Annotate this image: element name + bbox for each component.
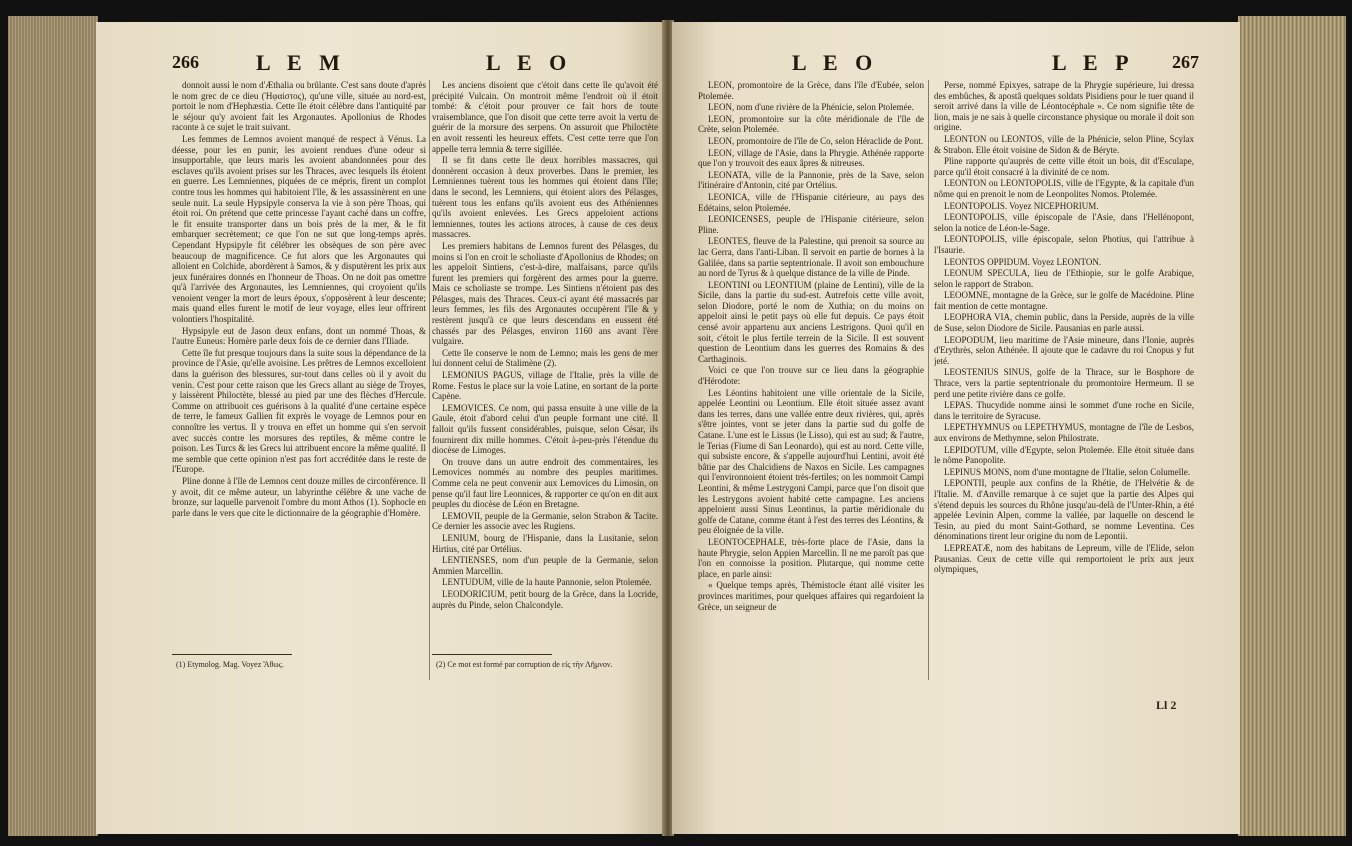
- paragraph: LEMONIUS PAGUS, village de l'Italie, près la ville de Rome. Festus le place sur la voie Latine, en sortant de la porte Capène.: [432, 370, 658, 402]
- running-head-right-2: L E P: [1052, 50, 1135, 75]
- paragraph: Hypsipyle eut de Jason deux enfans, dont un nommé Thoas, & l'autre Euneus: Homère parle deux fois de ce dernier dans l'Iliade.: [172, 325, 426, 347]
- paragraph: LEON, village de l'Asie, dans la Phrygie. Athénée rapporte que l'on y trouvoit des eaux âpres & nitreuses.: [698, 147, 924, 169]
- paragraph: LEODORICIUM, petit bourg de la Grèce, dans la Locride, auprès du Pinde, selon Chalcondyle.: [432, 588, 658, 610]
- paragraph: LENIUM, bourg de l'Hispanie, dans la Lusitanie, selon Hirtius, cité par Ortélius.: [432, 532, 658, 554]
- paragraph: LEPONTII, peuple aux confins de la Rhétie, de l'Helvétie & de l'Italie. M. d'Anville remarque à ce sujet que la partie des Alpes qui s'étend depuis les sources du Rhône jusqu'au-delà de l'Unter-Rhin, a été appelée Levinin Alpen, comme la vallée, par laquelle on descend le Tesin, au pied du mont Saint-Gothard, se nomme Leventina. Ces dénominations tirent leur origine du nom de Lepontii.: [934, 478, 1194, 542]
- paragraph: LEONTOS OPPIDUM. Voyez LEONTON.: [944, 256, 1102, 267]
- paragraph: LEMOVII, peuple de la Germanie, selon Strabon & Tacite. Ce dernier les associe avec les Rugiens.: [432, 510, 658, 532]
- paragraph: LEONTOPOLIS, ville épiscopale de l'Asie, dans l'Hellénopont, selon la notice de Léon-le-Sage.: [934, 212, 1194, 233]
- paragraph: Les anciens disoient que c'étoit dans cette île qu'avoit été précipité Vulcain. On montroit même l'endroit où il étoit tombé: & c'étoit pour prouver ce fait hors de toute vraisemblance, que l'on disoit que cette terre avoit la vertu de guérir de la morsure des serpens. On assuroit que Philoctète en avoit ressenti les heureux effets. C'est cette terre que l'on appelle terra lemnia & terre sigillée.: [432, 80, 658, 154]
- paragraph: LEONATA, ville de la Pannonie, près de la Save, selon l'itinéraire d'Antonin, cité par Ortélius.: [698, 169, 924, 191]
- paragraph: LEOOMNE, montagne de la Grèce, sur le golfe de Macédoine. Pline fait mention de cette montagne.: [934, 290, 1194, 311]
- paragraph: Les premiers habitans de Lemnos furent des Pélasges, du moins si l'on en croit le scholiaste d'Apollonius de Rhodes; on les appeloit Sintiens, c'est-à-dire, malfaisans, parce qu'ils furent les premiers qui forgèrent des armes pour la guerre. Mais ce scholiaste se trompe. Les Sintiens n'étoient pas des Pélasges, mais des Thraces. Ceux-ci ayant été massacrés par leurs femmes, les fils des Argonautes occupèrent l'île & y restèrent jusqu'à ce que leurs descendans en eussent été chassés par des Pélasges, environ 1160 ans avant l'ère vulgaire.: [432, 240, 658, 347]
- paragraph: LEPIDOTUM, ville d'Egypte, selon Ptolemée. Elle étoit située dans le nôme Panopolite.: [934, 444, 1194, 466]
- left-column-2: [432, 80, 658, 648]
- paragraph: Pline donne à l'île de Lemnos cent douze milles de circonférence. Il y avoit, dit ce même auteur, un labyrinthe célèbre & une vache de bronze, sur laquelle parvenoit l'ombre du mont Athos (1). Sophocle en parle dans le vers que cite le dictionnaire de la géographie d'Homère.: [172, 475, 426, 518]
- paragraph: Les Léontins habitoient une ville orientale de la Sicile, appelée Leontini ou Leontium. Elle étoit située assez avant dans les terres, dans une vallée entre deux rivières, qui, après s'être jointes, vont se jeter dans la partie sud du golfe de Catane. L'une est le Lissus (le Lisso), qui est au sud; & l'autre, le Terias (Fiume di San Leonardo), qui est au nord. Cette ville, qui subsiste encore, & s'appelle aujourd'hui Lentini, avoit été bâtie par des Chalcidiens de Naxos en Sicile. Les campagnes qui l'environnoient étoient très-fertiles; on les nommoit Campi Leontini, & même Lestrygoni Campi, parce que l'on disoit que les Lestrygons avoient habité cette campagne. Les anciens appeloient aussi Sinus Leontinus, la partie méridionale du golfe de Catane, comme étant à l'est des terres des Léontins, & peu éloignée de la ville.: [698, 387, 924, 536]
- paragraph: LEOPHORA VIA, chemin public, dans la Perside, auprès de la ville de Suse, selon Diodore de Sicile. Pausanias en parle aussi.: [934, 312, 1194, 334]
- paragraph: LEONTOPOLIS, ville épiscopale, selon Photius, qui l'attribue à l'Isaurie.: [934, 234, 1194, 255]
- page-number-right: 267: [1172, 52, 1199, 72]
- paragraph: LEONTOCEPHALE, très-forte place de l'Asie, dans la haute Phrygie, selon Appien Marcellin. Il ne me paroît pas que l'on en connoisse la position. Plutarque, qui nomme cette place, en parle ainsi:: [698, 536, 924, 579]
- paragraph: LEPETHYMNUS ou LEPETHYMUS, montagne de l'île de Lesbos, aux environs de Methymne, selon Philostrate.: [934, 422, 1194, 443]
- paragraph: Perse, nommé Epixyes, satrape de la Phrygie supérieure, lui dressa des embûches, & apostâ quelques soldats Pisidiens pour le tuer quand il seroit arrivé dans la ville de Léontocéphale ». Ce nom signifie tête de lion, mais je ne sais à quelle circonstance physique ou morale il doit son origine.: [934, 80, 1194, 133]
- footnote-2: (2) Ce mot est formé par corruption de εἰς τὴν Λῆμνον.: [436, 660, 613, 669]
- footnote-1: (1) Etymolog. Mag. Voyez Ἄθως.: [176, 660, 284, 669]
- paragraph: LEONTOPOLIS. Voyez NICEPHORIUM.: [944, 200, 1099, 211]
- paragraph: Il se fit dans cette île deux horribles massacres, qui donnèrent occasion à deux proverbes. Dans le premier, les Lemniennes tuèrent tous les hommes qui étoient dans l'île; dans le second, les Lemniens, qui étoient alors des Pélasges, tuèrent tous les enfans qu'ils avoient eus des Athéniennes qu'ils avoient enlevées. Les Grecs appeloient actions lemniennes, toutes les actions atroces, à cause de ces deux massacres.: [432, 155, 658, 240]
- paragraph: LEONTINI ou LEONTIUM (plaine de Lentini), ville de la Sicile, dans la partie du sud-est. Autrefois cette ville avoit, selon Diodore, porté le nom de Xuthia; on du moins on appeloit ainsi le petit pays où elle fut depuis. Ce pays étoit censé avoir appartenu aux anciens Lestrigons. Quoi qu'il en soit, c'étoit le plus fertile terrein de la Sicile. Il est souvent question de Leontium dans les guerres des Romains & des Carthaginois.: [698, 279, 924, 364]
- paragraph: LEPREATÆ, nom des habitans de Lepreum, ville de l'Elide, selon Pausanias. Ceux de cette ville qui remportoient le prix aux jeux olympiques,: [934, 542, 1194, 575]
- paragraph: Cette île fut presque toujours dans la suite sous la dépendance de la province de l'Asie, qu'elle avoisine. Les prêtres de Lemnos excelloient dans la guérison des blessures, sur-tout dans celles où il y avoit du venin. C'est pour cette raison que les Grecs allant au siège de Troyes, y laissèrent Philoctète, blessé au pied par une des flèches d'Hercule. Comme on attribuoit ces guérisons à la qualité d'une certaine espèce de terre, le fameux Gallien fit exprès le voyage de Lemnos pour en connoître les vertus. Il y trouva en effet un homme qui s'en servoit avec succès contre les morsures des reptiles, & même contre le poison. Les Turcs & les Grecs lui attribuent encore la même qualité. Il me semble que cette opinion n'est pas fort accréditée dans le reste de l'Europe.: [172, 347, 426, 475]
- paragraph: LEONTON ou LEONTOS, ville de la Phénicie, selon Pline, Scylax & Strabon. Elle étoit voisine de Sidon & de Béryte.: [934, 133, 1194, 155]
- paragraph: Voici ce que l'on trouve sur ce lieu dans la géographie d'Hérodote:: [698, 365, 924, 387]
- left-page: [96, 22, 664, 834]
- right-column-2: [934, 80, 1194, 694]
- footnote-rule: [172, 654, 292, 655]
- paragraph: On trouve dans un autre endroit des commentaires, les Lemovices nommés au nombre des peuples maritimes. Comme cela ne peut convenir aux Lemovices du Limosin, on pense qu'il faut lire Leonnices, & rapporter ce qu'on en dit aux peuples du diocèse de Léon en Bretagne.: [432, 456, 658, 510]
- left-page-edges: [8, 16, 98, 836]
- paragraph: LEOSTENIUS SINUS, golfe de la Thrace, sur le Bosphore de Thrace, vers la partie septentrionale du promontoire Hermeum. Il se perd une petite rivière dans ce golfe.: [934, 367, 1194, 399]
- running-head-left-2: L E O: [486, 50, 573, 75]
- column-divider: [928, 80, 929, 680]
- running-head-left-1: L E M: [256, 50, 346, 75]
- paragraph: LEOPODUM, lieu maritime de l'Asie mineure, dans l'Ionie, auprès d'Erythrès, selon Athénée. Il ajoute que le cadavre du roi Cnopus y fut jeté.: [934, 334, 1194, 366]
- paragraph: LEPINUS MONS, nom d'une montagne de l'Italie, selon Columelle.: [944, 466, 1190, 477]
- paragraph: « Quelque temps après, Thémistocle étant allé visiter les provinces maritimes, pour quelques affaires qui regardoient la Grèce, un seigneur de: [698, 580, 924, 612]
- paragraph: Pline rapporte qu'auprès de cette ville étoit un bois, dit d'Esculape, parce qu'il étoit consacré à la divinité de ce nom.: [934, 156, 1194, 177]
- paragraph: donnoit aussi le nom d'Æthalia ou brûlante. C'est sans doute d'après le nom grec de ce dieu (Ἡφαίστος), qu'une ville, située au nord-est, portoit le nom d'Hephæstia. Cette île étoit célèbre dans l'antiquité par le séjour qu'y avoient fait les Argonautes. Apollonius de Rhodes raconte à ce sujet le trait suivant.: [172, 80, 426, 133]
- right-column-1: [698, 80, 924, 694]
- paragraph: LEONICENSES, peuple de l'Hispanie citérieure, selon Pline.: [698, 214, 924, 235]
- page-number-left: 266: [172, 52, 199, 72]
- paragraph: Cette île conserve le nom de Lemno; mais les gens de mer lui donnent celui de Stalimène (2).: [432, 347, 658, 369]
- paragraph: LEON, nom d'une rivière de la Phénicie, selon Ptolemée.: [708, 102, 914, 113]
- paragraph: LEON, promontoire de la Grèce, dans l'île d'Eubée, selon Ptolemée.: [698, 80, 924, 101]
- paragraph: LEPAS. Thucydide nomme ainsi le sommet d'une roche en Sicile, dans le territoire de Syracuse.: [934, 400, 1194, 421]
- paragraph: LEMOVICES. Ce nom, qui passa ensuite à une ville de la Gaule, étoit d'abord celui d'un peuple formant une cité. Il falloit qu'ils fussent considérables, puisque, selon César, ils fournirent dix mille hommes. C'étoit à-peu-près l'étendue du diocèse de Limoges.: [432, 402, 658, 456]
- running-head-right-1: L E O: [792, 50, 879, 75]
- paragraph: LENTUDUM, ville de la haute Pannonie, selon Ptolemée.: [442, 577, 652, 588]
- paragraph: LEON, promontoire de l'île de Co, selon Héraclide de Pont.: [708, 135, 924, 146]
- paragraph: LEONTON ou LEONTOPOLIS, ville de l'Egypte, & la capitale d'un nôme qui en prenoit le nom de Leonpolites Nomos. Ptolemée.: [934, 178, 1194, 199]
- paragraph: LENTIENSES, nom d'un peuple de la Germanie, selon Ammien Marcellin.: [432, 555, 658, 576]
- paragraph: LEONUM SPECULA, lieu de l'Ethiopie, sur le golfe Arabique, selon le rapport de Strabon.: [934, 268, 1194, 289]
- paragraph: Les femmes de Lemnos avoient manqué de respect à Vénus. La déesse, pour les en punir, les avoient rendues d'une odeur si insupportable, que leurs maris les avoient abandonnées pour des esclaves qu'ils avoient prises sur les Thraces, avec lesquels ils étoient en guerre. Les Lemniennes, piquées de ce mépris, firent un complot contre tous les hommes qui habitoient l'île, & les assassinèrent en une seule nuit. La seule Hypsipyle conserva la vie à son père Thoas, qui étoit roi. On prétend que cette princesse l'ayant caché dans un coffre, le fit ensuite transporter dans un bois près de la mer, & le fit embarquer secrètement; ce que l'on ne sut que long-temps après. Cependant Hypsipyle fit célébrer les obsèques de son père avec beaucoup de magnificence. Ce fut alors que les Argonautes qui alloient en Colchide, abordèrent à Samos, & y disputèrent les prix aux jeux funéraires donnés en l'honneur de Thoas. On ne doit pas omettre qu'à l'arrivée des Argonautes, les Lemniennes, qui croyoient qu'ils venoient venger la mort de leurs époux, s'opposèrent à leur descente; mais quand elles furent le motif de leur voyage, elles leur offrirent volontiers l'hospitalité.: [172, 133, 426, 325]
- signature-mark: Ll 2: [1156, 698, 1177, 712]
- left-column-1: [172, 80, 426, 648]
- paragraph: LEONTES, fleuve de la Palestine, qui prenoit sa source au lac Gerra, dans l'anti-Liban. Il servoit en partie de bornes à la Galilée, dans sa partie septentrionale. Il avoit son embouchure au nord de Tyrus & à quelque distance de la ville de Pinde.: [698, 236, 924, 279]
- right-page: [672, 22, 1240, 834]
- footnote-rule: [432, 654, 552, 655]
- column-divider: [429, 80, 430, 680]
- right-page-edges: [1238, 16, 1346, 836]
- paragraph: LEONICA, ville de l'Hispanie citérieure, au pays des Edétains, selon Ptolemée.: [698, 191, 924, 213]
- paragraph: LEON, promontoire sur la côte méridionale de l'île de Crète, selon Ptolemée.: [698, 113, 924, 135]
